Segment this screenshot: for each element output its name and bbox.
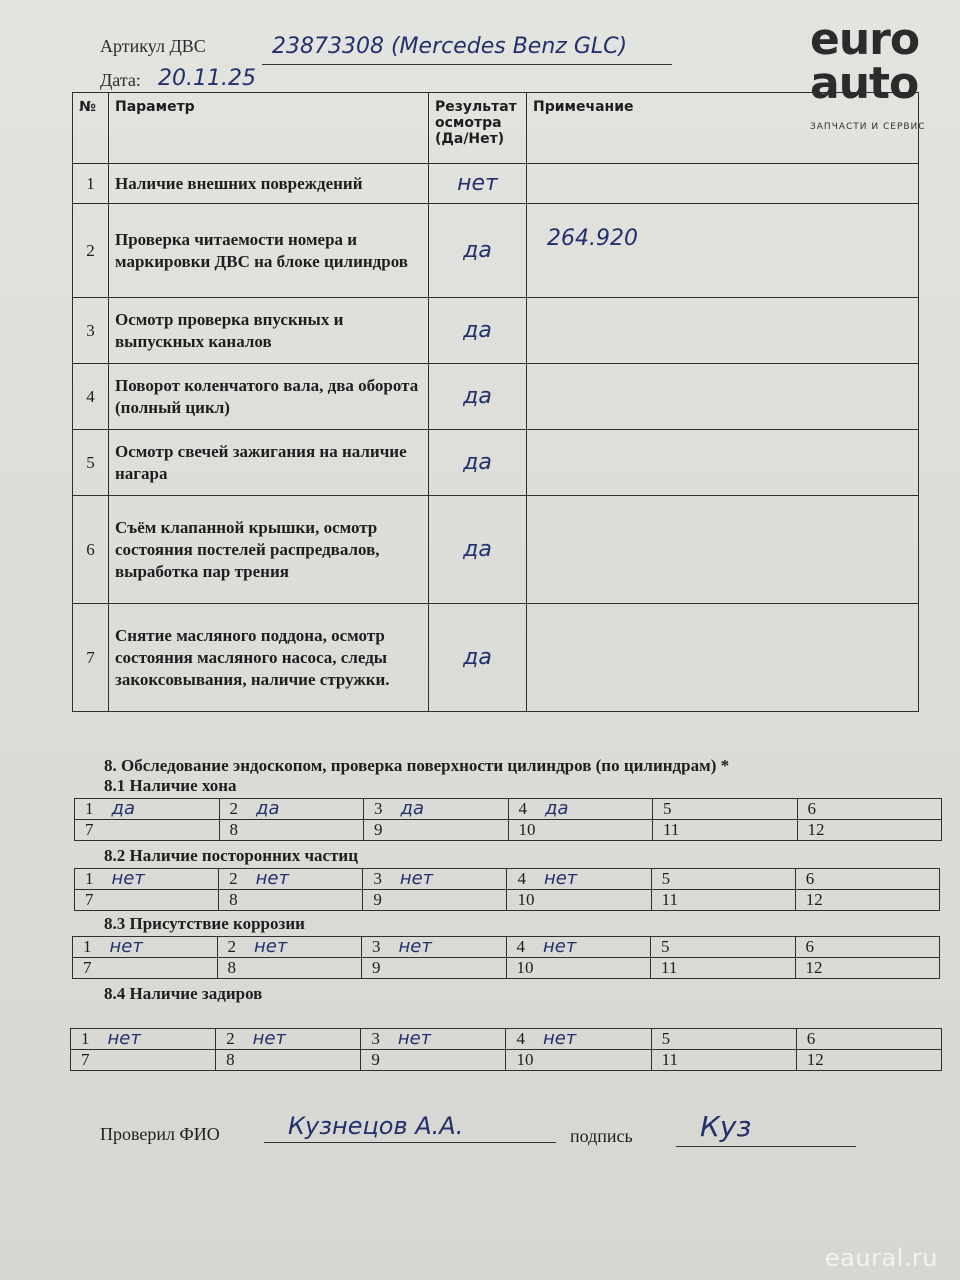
cylinder-number: 12: [805, 890, 823, 909]
cylinder-number: 3: [373, 869, 382, 888]
cylinder-cell: [651, 937, 796, 958]
signature-underline: [676, 1146, 856, 1147]
row-result: да: [429, 604, 527, 712]
cylinder-number: 2: [229, 799, 238, 818]
cylinder-number: 4: [516, 937, 525, 956]
cylinder-number: 7: [85, 890, 94, 909]
cylinder-grid-particles: [74, 868, 940, 911]
cylinder-number: 5: [663, 799, 672, 818]
cylinder-value: да: [256, 798, 280, 819]
cylinder-cell: [795, 937, 940, 958]
row-note: [527, 430, 919, 496]
cylinder-number: 11: [661, 890, 678, 909]
row-param: Съём клапанной крышки, осмотр состояния постелей распредвалов, выработка пар трения: [109, 496, 429, 604]
article-value: 23873308 (Mercedes Benz GLC): [272, 34, 628, 59]
cylinder-number: 4: [517, 869, 526, 888]
cylinder-cell: [651, 869, 795, 890]
cylinder-row: [71, 1050, 942, 1071]
endoscope-title: 8. Обследование эндоскопом, проверка поверхности цилиндров (по цилиндрам) *: [104, 756, 730, 775]
cylinder-row: [75, 799, 942, 820]
cylinder-number: 11: [661, 1050, 678, 1069]
cylinder-cell: [71, 1029, 216, 1050]
cylinder-grid-corrosion: [72, 936, 940, 979]
cylinder-number: 1: [85, 799, 94, 818]
cylinder-number: 11: [661, 958, 678, 977]
logo-line-2: auto: [810, 58, 919, 109]
cylinder-row: [73, 937, 940, 958]
signature: Куз: [700, 1110, 752, 1143]
section-title: 8.2 Наличие посторонних частиц: [104, 846, 359, 865]
date-value: 20.11.25: [158, 66, 256, 91]
table-row: [73, 204, 919, 298]
cylinder-value: нет: [255, 868, 289, 889]
cylinder-number: 1: [81, 1029, 90, 1048]
table-row: [73, 164, 919, 204]
cylinder-number: 12: [807, 820, 825, 839]
cylinder-cell: [364, 799, 509, 820]
cylinder-cell: [795, 869, 939, 890]
cylinder-value: нет: [397, 1028, 432, 1049]
cylinder-number: 8: [226, 1050, 235, 1069]
cylinder-number: 4: [516, 1029, 525, 1048]
cylinder-cell: [651, 958, 796, 979]
cylinder-number: 10: [516, 958, 534, 977]
cylinder-value: нет: [399, 868, 434, 889]
cylinder-number: 1: [85, 869, 94, 888]
checked-by-label: Проверил ФИО: [100, 1124, 220, 1144]
cylinder-number: 3: [372, 937, 381, 956]
cylinder-cell: [795, 958, 940, 979]
cylinder-cell: [219, 820, 364, 841]
cylinder-cell: [508, 820, 653, 841]
row-num: 2: [73, 204, 109, 298]
table-row: [73, 298, 919, 364]
cylinder-value: нет: [543, 868, 578, 889]
cylinder-cell: [651, 1029, 796, 1050]
cylinder-cell: [75, 799, 220, 820]
cylinder-cell: [219, 799, 364, 820]
checked-by-underline: [264, 1142, 556, 1143]
cylinder-number: 2: [226, 1029, 235, 1048]
cylinder-row: [75, 820, 942, 841]
cylinder-number: 5: [661, 869, 671, 888]
cylinder-number: 6: [806, 1029, 816, 1048]
cylinder-value: нет: [543, 936, 577, 957]
row-result: да: [429, 204, 527, 298]
header-note: Примечание: [527, 93, 919, 164]
cylinder-number: 8: [229, 890, 238, 909]
cylinder-value: да: [111, 798, 135, 819]
cylinder-number: 2: [227, 937, 236, 956]
cylinder-cell: [651, 890, 795, 911]
row-note: [527, 604, 919, 712]
row-result: да: [429, 298, 527, 364]
logo-tagline: ЗАПЧАСТИ И СЕРВИС: [810, 122, 926, 132]
cylinder-value: да: [400, 798, 424, 819]
logo-line-1: euro: [810, 14, 920, 65]
cylinder-value: нет: [252, 1028, 286, 1049]
row-num: 5: [73, 430, 109, 496]
cylinder-number: 2: [229, 869, 238, 888]
cylinder-cell: [363, 869, 507, 890]
cylinder-number: 7: [85, 820, 94, 839]
cylinder-cell: [71, 1050, 216, 1071]
article-underline: [262, 64, 672, 65]
row-result: да: [429, 364, 527, 430]
table-header-row: [73, 93, 919, 164]
cylinder-number: 1: [83, 937, 92, 956]
row-num: 3: [73, 298, 109, 364]
row-result: да: [429, 496, 527, 604]
cylinder-row: [73, 958, 940, 979]
cylinder-value: нет: [254, 936, 288, 957]
cylinder-number: 9: [372, 958, 381, 977]
cylinder-number: 3: [371, 1029, 380, 1048]
row-param: Осмотр свечей зажигания на наличие нагара: [109, 430, 429, 496]
cylinder-cell: [75, 820, 220, 841]
cylinder-cell: [796, 1029, 941, 1050]
table-row: [73, 604, 919, 712]
date-label: Дата:: [100, 70, 141, 90]
cylinder-cell: [73, 958, 218, 979]
section-title: 8.4 Наличие задиров: [104, 984, 263, 1003]
row-num: 4: [73, 364, 109, 430]
row-note: [527, 298, 919, 364]
cylinder-number: 9: [373, 890, 382, 909]
cylinder-value: да: [545, 798, 569, 819]
row-param: Наличие внешних повреждений: [109, 164, 429, 204]
cylinder-cell: [507, 890, 651, 911]
section-title: 8.3 Присутствие коррозии: [104, 914, 305, 933]
cylinder-number: 8: [229, 820, 238, 839]
cylinder-row: [71, 1029, 942, 1050]
row-note: 264.920: [527, 204, 919, 298]
row-param: Проверка читаемости номера и маркировки ДВС на блоке цилиндров: [109, 204, 429, 298]
cylinder-cell: [75, 890, 219, 911]
cylinder-number: 12: [806, 1050, 824, 1069]
cylinder-row: [75, 890, 940, 911]
cylinder-cell: [364, 820, 509, 841]
cylinder-number: 6: [805, 869, 815, 888]
cylinder-cell: [795, 890, 939, 911]
cylinder-number: 9: [374, 820, 383, 839]
section-title: 8.1 Наличие хона: [104, 776, 237, 795]
row-param: Осмотр проверка впускных и выпускных каналов: [109, 298, 429, 364]
cylinder-cell: [506, 1029, 651, 1050]
cylinder-grid-hone: [74, 798, 942, 841]
cylinder-cell: [797, 799, 942, 820]
header-param: Параметр: [109, 93, 429, 164]
inspection-table: [72, 92, 919, 712]
cylinder-cell: [217, 958, 362, 979]
cylinder-value: нет: [107, 1028, 141, 1049]
table-row: [73, 364, 919, 430]
row-note: [527, 164, 919, 204]
header-num: №: [73, 93, 109, 164]
cylinder-number: 7: [83, 958, 92, 977]
cylinder-cell: [796, 1050, 941, 1071]
cylinder-number: 10: [516, 1050, 534, 1069]
cylinder-number: 10: [517, 890, 535, 909]
cylinder-cell: [506, 958, 651, 979]
row-param: Поворот коленчатого вала, два оборота (полный цикл): [109, 364, 429, 430]
cylinder-cell: [219, 890, 363, 911]
cylinder-number: 6: [807, 799, 816, 818]
row-note: [527, 496, 919, 604]
cylinder-value: нет: [542, 1028, 577, 1049]
cylinder-number: 8: [227, 958, 236, 977]
table-row: [73, 496, 919, 604]
cylinder-cell: [508, 799, 653, 820]
cylinder-number: 10: [518, 820, 536, 839]
header-result: Результат осмотра (Да/Нет): [429, 93, 527, 164]
cylinder-number: 4: [518, 799, 527, 818]
row-param: Снятие масляного поддона, осмотр состояния масляного насоса, следы закоксовывания, наличие стружки.: [109, 604, 429, 712]
cylinder-number: 5: [661, 937, 670, 956]
cylinder-cell: [362, 937, 507, 958]
cylinder-cell: [73, 937, 218, 958]
row-num: 7: [73, 604, 109, 712]
cylinder-value: нет: [109, 936, 143, 957]
cylinder-number: 7: [81, 1050, 90, 1069]
signature-label: подпись: [570, 1126, 633, 1146]
cylinder-cell: [651, 1050, 796, 1071]
cylinder-cell: [216, 1050, 361, 1071]
cylinder-number: 6: [805, 937, 814, 956]
row-result: нет: [429, 164, 527, 204]
cylinder-cell: [507, 869, 651, 890]
cylinder-grid-scuffing: [70, 1028, 942, 1071]
cylinder-number: 9: [371, 1050, 380, 1069]
cylinder-number: 12: [805, 958, 823, 977]
cylinder-row: [75, 869, 940, 890]
table-row: [73, 430, 919, 496]
cylinder-cell: [653, 799, 798, 820]
cylinder-cell: [653, 820, 798, 841]
cylinder-cell: [363, 890, 507, 911]
cylinder-number: 3: [374, 799, 383, 818]
article-label: Артикул ДВС: [100, 36, 206, 56]
cylinder-cell: [506, 1050, 651, 1071]
cylinder-cell: [797, 820, 942, 841]
watermark: eaural.ru: [824, 1244, 938, 1272]
row-num: 6: [73, 496, 109, 604]
cylinder-value: нет: [398, 936, 432, 957]
cylinder-cell: [217, 937, 362, 958]
cylinder-number: 5: [661, 1029, 671, 1048]
cylinder-cell: [75, 869, 219, 890]
row-note: [527, 364, 919, 430]
cylinder-cell: [362, 958, 507, 979]
cylinder-number: 11: [663, 820, 680, 839]
cylinder-cell: [361, 1029, 506, 1050]
row-num: 1: [73, 164, 109, 204]
cylinder-cell: [361, 1050, 506, 1071]
row-result: да: [429, 430, 527, 496]
cylinder-cell: [216, 1029, 361, 1050]
checked-by-value: Кузнецов А.А.: [288, 1112, 464, 1140]
cylinder-cell: [506, 937, 651, 958]
cylinder-cell: [219, 869, 363, 890]
cylinder-value: нет: [111, 868, 145, 889]
